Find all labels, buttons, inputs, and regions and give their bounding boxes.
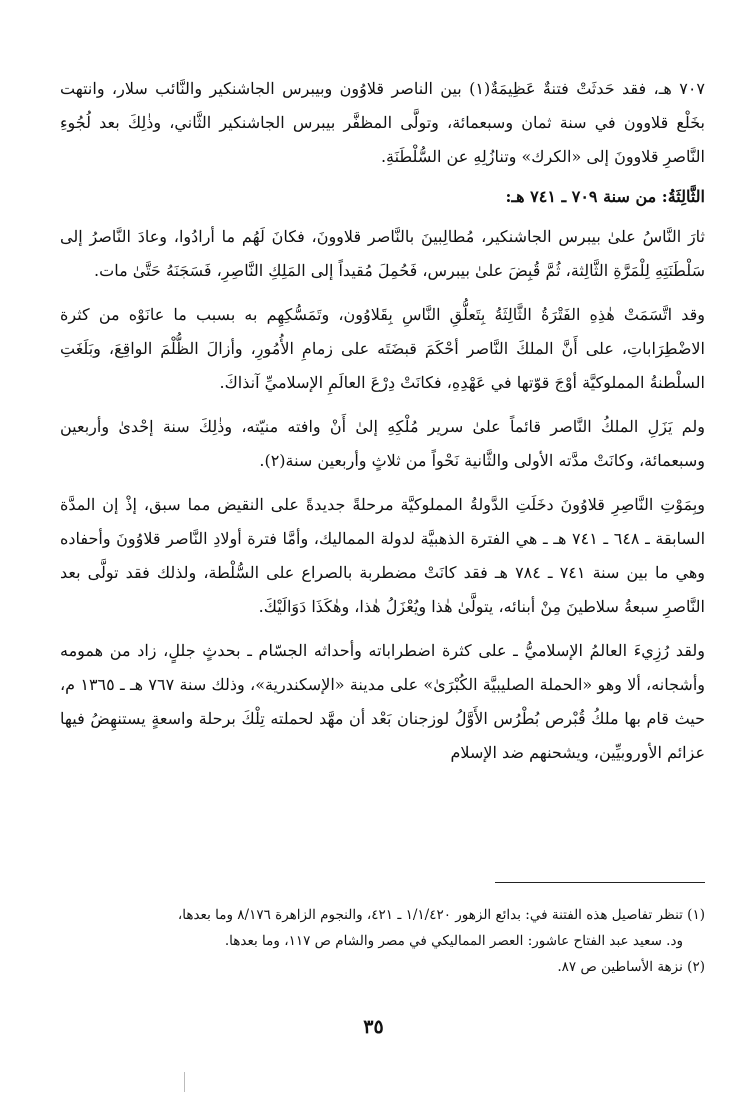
page-number: ٣٥ [363,1016,384,1038]
paragraph-6: ولقد رُزِيءَ العالمُ الإسلاميُّ ـ على كثرة اضطراباته وأحداثه الجسّام ـ بحدثٍ جللٍ، زاد من همومه وأشجانه، ألا وهو «الحملة الصليبيَّة الكُبْرَىٰ» على مدينة «الإسكندرية»، وذلك سنة ٧٦٧ هـ ـ ١٣٦٥ م، حيث قام بها ملكُ قُبْرص بُطْرُس الأَوَّلُ لوزجنان بَعْد أن مهَّد لحملته تِلْكَ برحلة واسعةٍ يستنهِضُ فيها عزائم الأوروبيِّين، ويشحنهم ضد الإسلام [60,641,706,762]
footnote-separator [495,882,705,883]
scan-artifact-line [184,1072,185,1092]
paragraph-1: ٧٠٧ هـ، فقد حَدثَتْ فتنةٌ عَظِيمَةٌ(١) بين الناصر قلاوُون وبيبرس الجاشنكير والنَّائب سلار، وانتهت بخَلْع قلاوون في سنة ثمان وسبعمائة، وتولَّى المظفَّر بيبرس الجاشنكير الثَّاني، وذٰلِكَ بعد لُجُوءِ النَّاصرِ قلاوونَ إلى «الكرك» وتنازُلِهِ عن السُّلْطَنَةِ. [60,79,706,166]
paragraph-4: ولم يَزَلِ الملكُ النَّاصر قائماً علىٰ سرير مُلْكِهِ إلىٰ أَنْ وافته منيّته، وذٰلِكَ سنة إحْدىٰ وأربعين وسبعمائة، وكانَتْ مدَّته الأولى والثَّانية نَحْواً من ثلاثٍ وأربعين سنة(٢). [60,417,705,470]
paragraph-2: ثارَ النَّاسُ علىٰ بيبرس الجاشنكير، مُطالِبينَ بالنَّاصر قلاوونَ، فكانَ لَهُم ما أرادُوا، وعادَ النَّاصرُ إلى سَلْطَنَتِهِ لِلْمَرَّةِ الثَّالِثة، ثُمَّ قُبِضَ علىٰ بيبرس، فَحُمِلَ مُقيداً إلى المَلِكِ النَّاصِرِ، فَسَجَنَهُ حَتَّىٰ مات. [60,227,705,280]
footnote-1-continuation: ود. سعيد عبد الفتاح عاشور: العصر المماليكي في مصر والشام ص ١١٧، وما بعدها. [224,933,683,949]
footnote-2: (٢) نزهة الأساطين ص ٨٧. [557,959,705,975]
section-heading-third-period: الثَّالِثَةُ: من سنة ٧٠٩ ـ ٧٤١ هـ: [505,187,705,206]
paragraph-3: وقد اتَّسَمَتْ هٰذِهِ الفَتْرَةُ الثَّالِثَةُ بِتَعلُّقِ النَّاسِ بِقَلاوُون، وتَمَسُّكِهِم به بسبب ما عانَوْه من كثرة الاضْطِرَاباتِ، على أَنَّ الملكَ النَّاصر أحْكَمَ قبضَتَه على زمامِ الأُمُورِ، وأزالَ الظُّلْمَ الواقِعَ، وبَلَغَتِ السلْطنةُ المملوكيَّة أوْجَ قوّتها في عَهْدِهِ، فكانَتْ دِرْعَ العالَمِ الإسلاميِّ آنذاكَ. [60,305,705,392]
footnotes [60,902,705,980]
footnote-1: (١) تنظر تفاصيل هذه الفتنة في: بدائع الزهور ١/١/٤٢٠ ـ ٤٢١، والنجوم الزاهرة ٨/١٧٦ وما بعدها، [177,907,705,923]
main-text [60,72,705,780]
paragraph-5: وبِمَوْتِ النَّاصِرِ قلاوُونَ دخَلَتِ الدَّولةُ المملوكيَّة مرحلةً جديدةً على النقيض مما سبق، إذْ إن المدَّة السابقة ـ ٦٤٨ ـ ٧٤١ هـ ـ هي الفترة الذهبيَّة لدولة المماليك، وأمَّا فترة أولادِ النَّاصر قلاوُونَ وأحفاده وهي ما بين سنة ٧٤١ ـ ٧٨٤ هـ فقد كانَتْ مضطربة بالصراع على السُّلْطة، ولذلك فقد تولَّى بعد النَّاصرِ سبعةُ سلاطينَ مِنْ أبنائه، يتولَّىٰ هٰذا ويُعْزَلُ هٰذا، وهٰكَذَا دَوَالَيْكَ. [60,495,706,616]
